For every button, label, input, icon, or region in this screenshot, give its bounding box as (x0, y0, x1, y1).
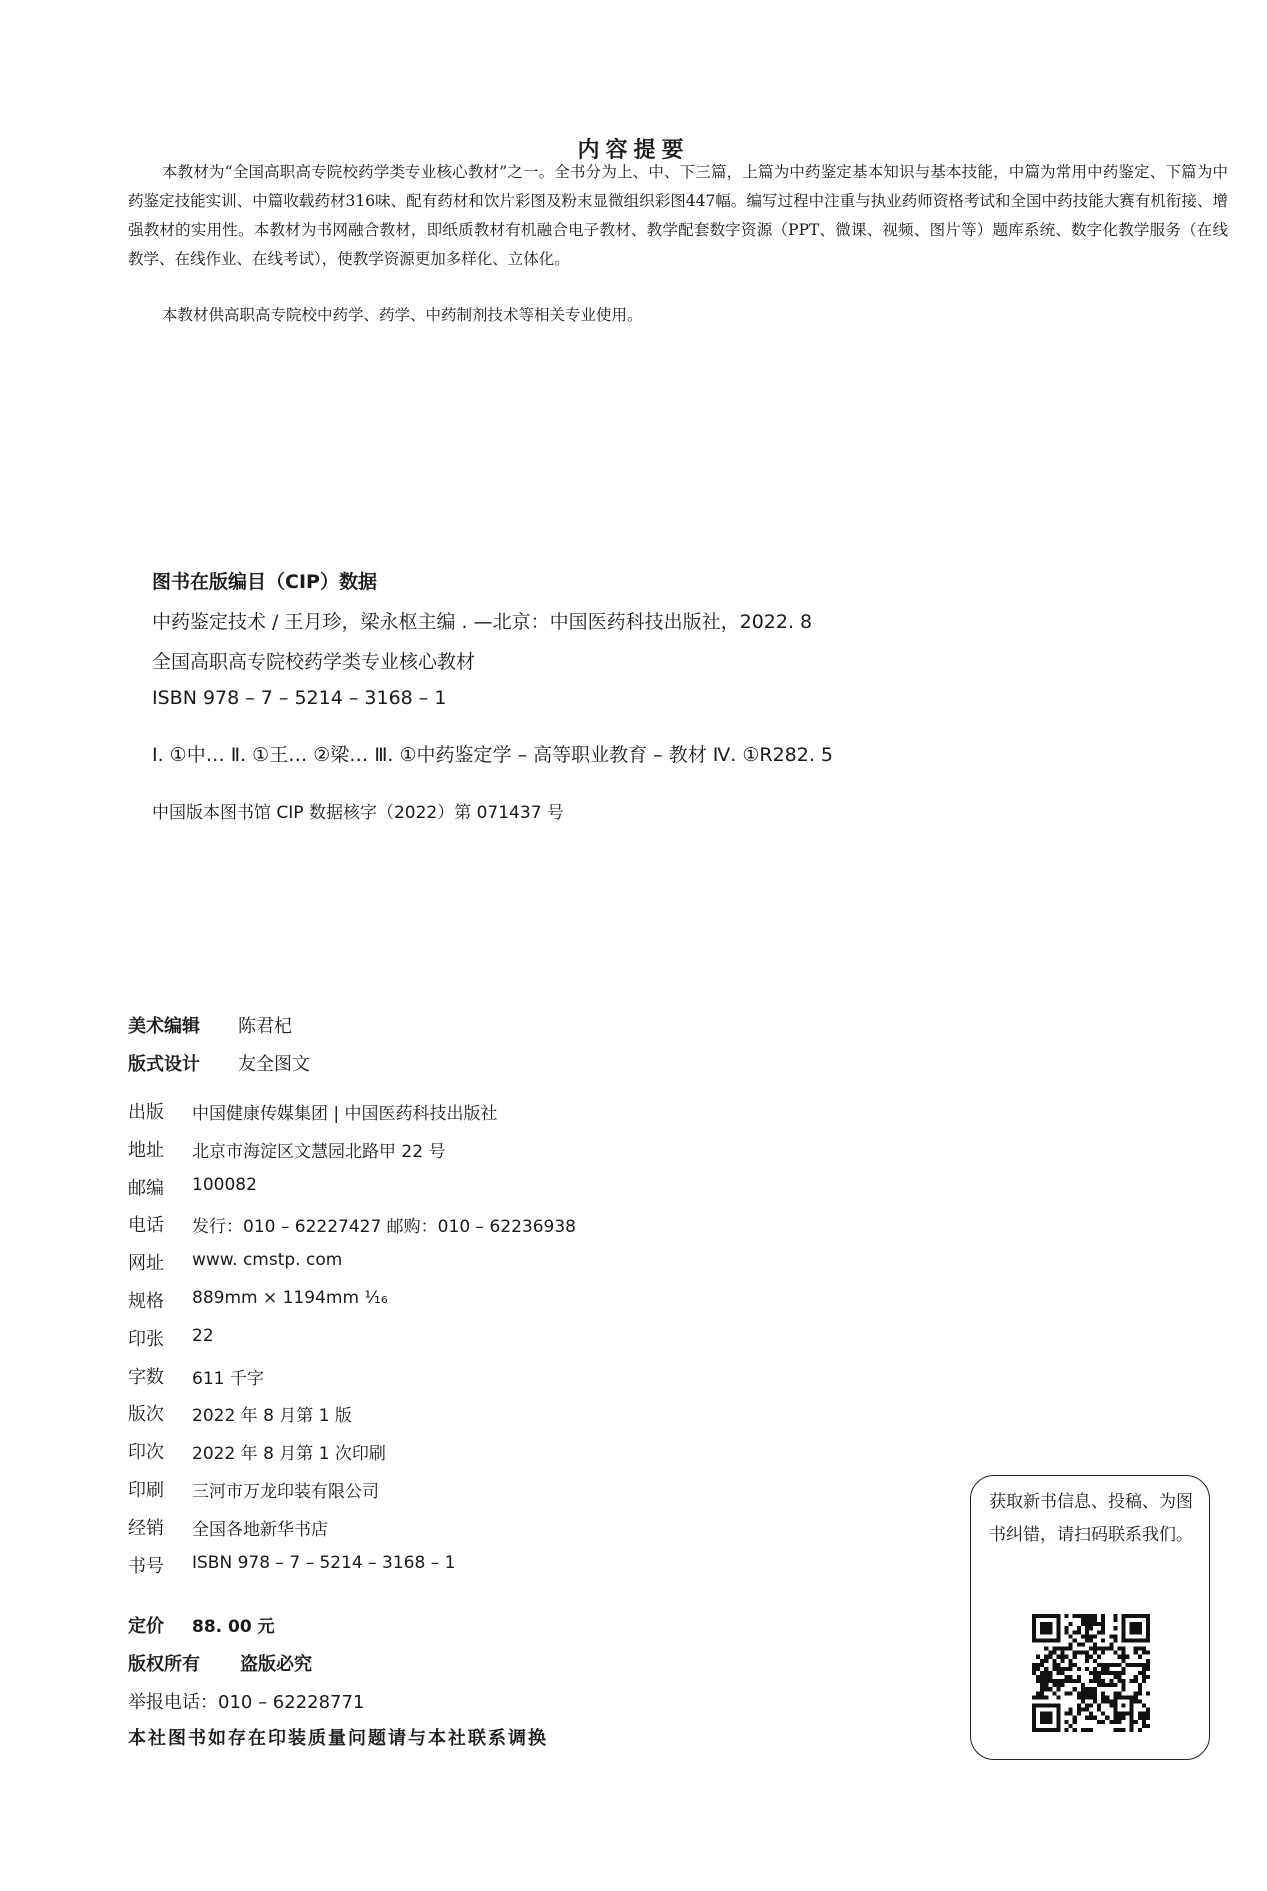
qr-contact-box (970, 1475, 1210, 1760)
report-phone: 举报电话：010 – 62228771 (128, 1692, 365, 1713)
qr-code-icon[interactable] (1032, 1614, 1150, 1732)
detail-label: 规格 (128, 1291, 164, 1312)
detail-label: 经销 (128, 1518, 164, 1539)
detail-value: ISBN 978 – 7 – 5214 – 3168 – 1 (192, 1553, 456, 1573)
detail-value: 100082 (192, 1175, 257, 1195)
detail-label: 邮编 (128, 1178, 164, 1199)
detail-label: 印刷 (128, 1480, 164, 1501)
cip-heading: 图书在版编目（CIP）数据 (152, 571, 377, 593)
detail-value: 2022 年 8 月第 1 次印刷 (192, 1444, 386, 1464)
detail-label: 书号 (128, 1556, 164, 1577)
detail-label: 版次 (128, 1404, 164, 1425)
cip-line-classification: Ⅰ. ①中… Ⅱ. ①王… ②梁… Ⅲ. ①中药鉴定学 – 高等职业教育 – 教材 Ⅳ. ①R282. 5 (152, 744, 834, 766)
detail-value: 发行：010 – 62227427 邮购：010 – 62236938 (192, 1217, 576, 1237)
detail-value: 2022 年 8 月第 1 版 (192, 1406, 352, 1426)
detail-label: 电话 (128, 1215, 164, 1236)
design-label: 版式设计 (128, 1054, 200, 1075)
detail-value: 全国各地新华书店 (192, 1520, 328, 1540)
detail-label: 网址 (128, 1253, 164, 1274)
cip-line-title: 中药鉴定技术 / 王月珍，梁永枢主编 . —北京：中国医药科技出版社，2022. 8 (152, 611, 813, 633)
detail-value: 889mm × 1194mm ¹⁄₁₆ (192, 1288, 388, 1308)
price-label: 定价 (128, 1616, 164, 1637)
cip-line-isbn: ISBN 978 – 7 – 5214 – 3168 – 1 (152, 687, 447, 709)
summary-title: 内容提要 (577, 138, 690, 163)
art-editor-value: 陈君杞 (238, 1016, 292, 1037)
detail-label: 地址 (128, 1140, 164, 1161)
detail-value: www. cmstp. com (192, 1250, 343, 1270)
detail-label: 印张 (128, 1329, 164, 1350)
detail-value: 三河市万龙印装有限公司 (192, 1482, 379, 1502)
copyright-label: 版权所有 (128, 1654, 200, 1675)
detail-label: 字数 (128, 1367, 164, 1388)
design-value: 友全图文 (238, 1054, 310, 1075)
art-editor-label: 美术编辑 (128, 1016, 200, 1037)
summary-paragraph-2: 本教材供高职高专院校中药学、药学、中药制剂技术等相关专业使用。 (162, 306, 643, 324)
qr-contact-text: 获取新书信息、投稿、为图书纠错，请扫码联系我们。 (989, 1492, 1193, 1545)
detail-value: 北京市海淀区文慧园北路甲 22 号 (192, 1142, 446, 1162)
detail-label: 印次 (128, 1442, 164, 1463)
summary-paragraph-1: 本教材为“全国高职高专院校药学类专业核心教材”之一。全书分为上、中、下三篇，上篇为中药鉴定基本知识与基本技能，中篇为常用中药鉴定、下篇为中药鉴定技能实训、中篇收载药材316味、配有药材和饮片彩图及粉末显微组织彩图447幅。编写过程中注重与执业药师资格考试和全国中药技能大赛有机衔接、增强教材的实用性。本教材为书网融合教材，即纸质教材有机融合电子教材、教学配套数字资源（PPT、微课、视频、图片等）题库系统、数字化教学服务（在线教学、在线作业、在线考试），使教学资源更加多样化、立体化。 (128, 163, 1228, 268)
detail-label: 出版 (128, 1102, 164, 1123)
detail-value: 中国健康传媒集团 | 中国医药科技出版社 (192, 1104, 498, 1124)
copyright-value: 盗版必究 (240, 1654, 312, 1675)
detail-value: 22 (192, 1326, 214, 1346)
cip-line-series: 全国高职高专院校药学类专业核心教材 (152, 651, 476, 673)
quality-notice: 本社图书如存在印装质量问题请与本社联系调换 (128, 1728, 548, 1749)
cip-line-record-number: 中国版本图书馆 CIP 数据核字（2022）第 071437 号 (152, 803, 564, 823)
price-value: 88. 00 元 (192, 1617, 275, 1637)
detail-value: 611 千字 (192, 1369, 264, 1389)
